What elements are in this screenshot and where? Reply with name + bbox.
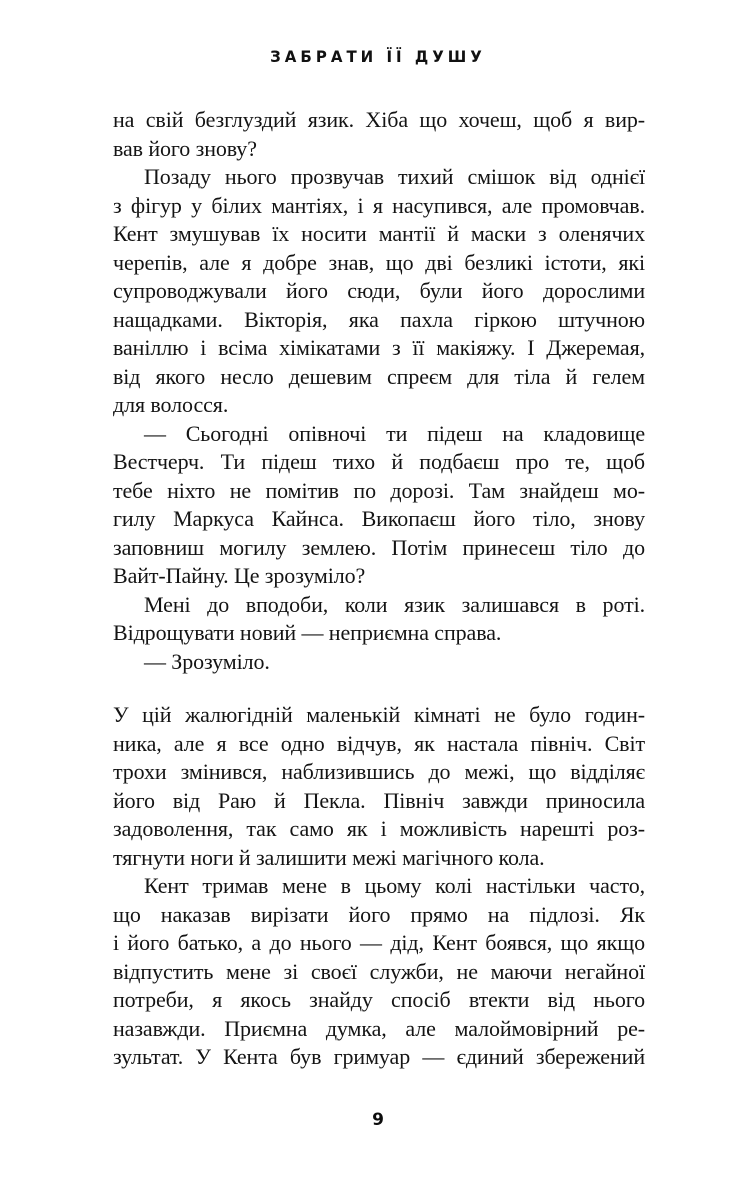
text-line: Вестчерч. Ти підеш тихо й подбаєш про те, щоб [113,449,645,474]
text-line: задоволення, так само як і можливість нарешті роз- [113,816,645,841]
text-line: У цій жалюгідній маленькій кімнаті не було годин- [113,702,645,727]
text-line: назавжди. Приємна думка, але малоймовірний ре- [113,1015,645,1041]
text-line: ника, але я все одно відчув, як настала північ. Світ [113,730,645,756]
text-line: вав його знову? [113,135,257,161]
paragraph [113,420,645,591]
text-line: Позаду нього прозвучав тихий смішок від однієї [144,164,645,189]
text-line: черепів, але я добре знав, що дві безликі істоти, які [113,249,645,275]
text-line: Відрощувати новий — неприємна справа. [113,620,502,645]
text-line: гилу Маркуса Кайнса. Викопаєш його тіло, знову [113,506,645,531]
text-line: — Сьогодні опівночі ти підеш на кладовище [144,420,645,446]
page-number: 9 [372,1110,384,1130]
paragraph [113,701,645,872]
text-line: супроводжували його сюди, були його дорослими [113,278,645,303]
text-line: заповниш могилу землею. Потім принесеш тіло до [113,534,645,560]
paragraph [113,163,645,420]
text-line: Кент змушував їх носити мантії й маски з оленячих [113,221,645,246]
text-line: Мені до вподоби, коли язик залишався в роті. [144,591,645,617]
paragraph [113,106,645,163]
text-line: тебе ніхто не помітив по дорозі. Там знайдеш мо- [113,477,645,503]
text-line: нащадками. Вікторія, яка пахла гіркою штучною [113,306,645,332]
text-line: від якого несло дешевим спреєм для тіла й гелем [113,363,645,389]
text-line: що наказав вирізати його прямо на підлозі. Як [113,901,645,927]
text-line: тягнути ноги й залишити межі магічного кола. [113,844,545,870]
text-line: — Зрозуміло. [144,648,270,674]
text-line: відпустить мене зі своєї служби, не маючи негайної [113,958,645,984]
paragraph [113,648,645,677]
text-line: для волосся. [113,392,229,417]
text-line: Кент тримав мене в цьому колі настільки часто, [144,873,645,898]
body-text [113,106,645,1072]
text-line: Вайт-Пайну. Це зрозуміло? [113,563,366,588]
text-line: з фігур у білих мантіях, і я насупився, але промовчав. [113,192,645,218]
text-line: і його батько, а до нього — дід, Кент боявся, що якщо [113,930,645,955]
running-header: ЗАБРАТИ ЇЇ ДУШУ [270,47,486,67]
text-line: потреби, я якось знайду спосіб втекти від нього [113,987,645,1012]
text-line: зультат. У Кента був гримуар — єдиний збережений [113,1044,645,1069]
text-line: на свій безглуздий язик. Хіба що хочеш, щоб я вир- [113,107,645,132]
text-line: його від Раю й Пекла. Північ завжди приносила [113,787,645,813]
text-line: трохи змінився, наблизившись до межі, що відділяє [113,759,645,784]
text-line: ваніллю і всіма хімікатами з її макіяжу. І Джеремая, [113,335,645,360]
paragraph [113,591,645,648]
paragraph [113,872,645,1072]
